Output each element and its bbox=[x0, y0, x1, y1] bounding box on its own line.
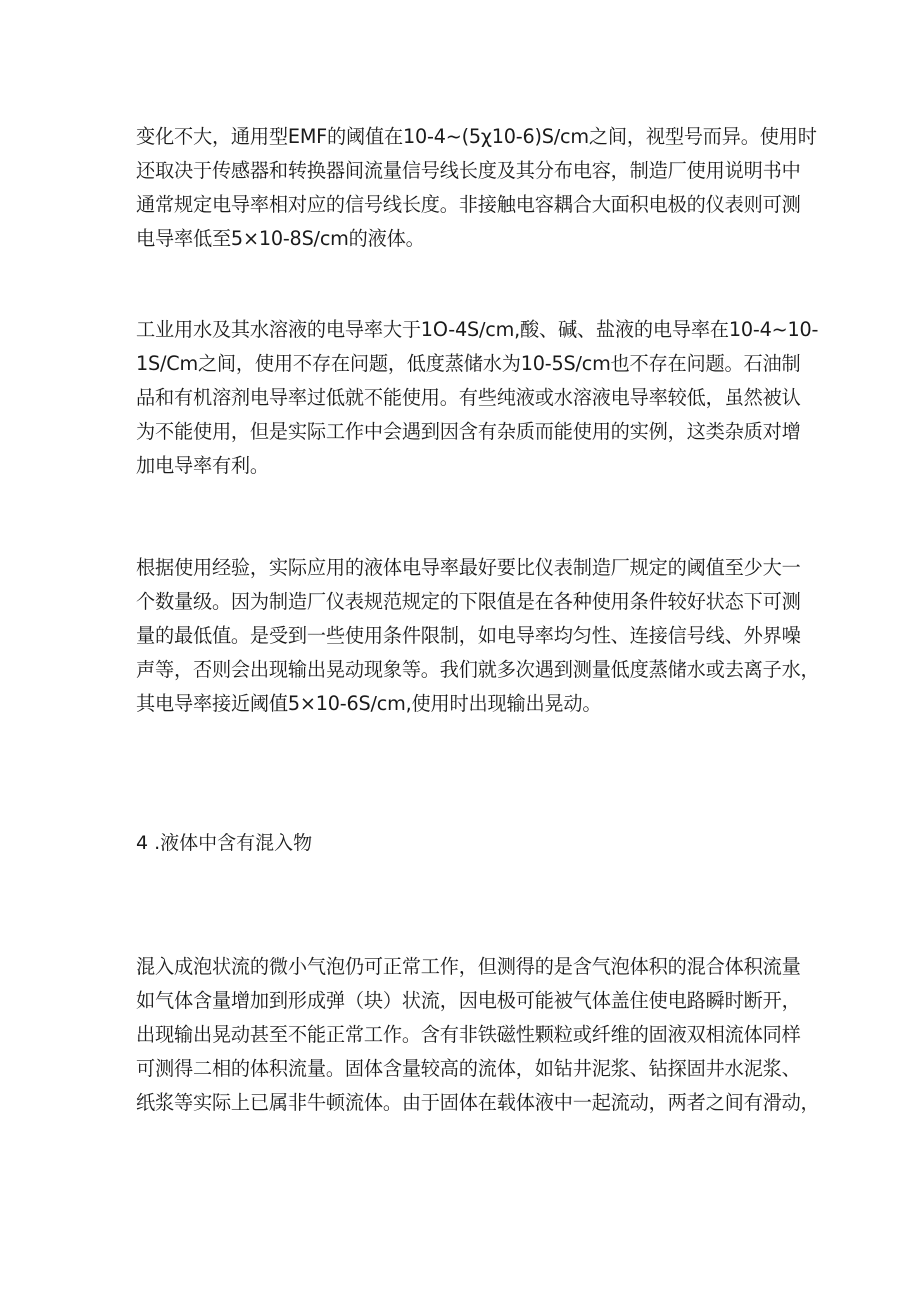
paragraph-mixed-inclusions bbox=[136, 950, 820, 1120]
text-line: 通常规定电导率相对应的信号线长度。非接触电容耦合大面积电极的仪表则可测 bbox=[136, 193, 801, 216]
text-line: 变化不大，通用型EMF的阈值在10-4~(5χ10-6)S∕cm之间，视型号而异。使用时 bbox=[136, 125, 817, 148]
text-line: 为不能使用，但是实际工作中会遇到因含有杂质而能使用的实例，这类杂质对增 bbox=[136, 420, 801, 443]
text-line: 品和有机溶剂电导率过低就不能使用。有些纯液或水溶液电导率较低，虽然被认 bbox=[136, 386, 801, 409]
text-line: 1S/Cm之间，使用不存在问题，低度蒸储水为10-5S∕cm也不存在问题。石油制 bbox=[136, 352, 801, 375]
section-heading: 4 .液体中含有混入物 bbox=[136, 832, 313, 854]
paragraph-usage-experience bbox=[136, 551, 820, 721]
text-line: 混入成泡状流的微小气泡仍可正常工作，但测得的是含气泡体积的混合体积流量 bbox=[136, 955, 801, 978]
text-line: 根据使用经验，实际应用的液体电导率最好要比仪表制造厂规定的阈值至少大一 bbox=[136, 556, 801, 579]
text-line: 电导率低至5×10-8S∕cm的液体。 bbox=[136, 227, 425, 250]
text-line: 其电导率接近阈值5×10-6S∕cm,使用时出现输出晃动。 bbox=[136, 692, 602, 715]
text-line: 如气体含量增加到形成弹（块）状流，因电极可能被气体盖住使电路瞬时断开， bbox=[136, 989, 801, 1012]
paragraph-industrial-water bbox=[136, 313, 819, 483]
text-line: 可测得二相的体积流量。固体含量较高的流体，如钻井泥浆、钻探固井水泥浆、 bbox=[136, 1057, 801, 1080]
text-line: 个数量级。因为制造厂仪表规范规定的下限值是在各种使用条件较好状态下可测 bbox=[136, 590, 801, 613]
text-line: 声等，否则会出现输出晃动现象等。我们就多次遇到测量低度蒸储水或去离子水， bbox=[136, 658, 820, 681]
paragraph-conductivity-threshold bbox=[136, 120, 817, 256]
text-line: 还取决于传感器和转换器间流量信号线长度及其分布电容，制造厂使用说明书中 bbox=[136, 159, 801, 182]
text-line: 量的最低值。是受到一些使用条件限制，如电导率均匀性、连接信号线、外界噪 bbox=[136, 624, 801, 647]
text-line: 出现输出晃动甚至不能正常工作。含有非铁磁性颗粒或纤维的固液双相流体同样 bbox=[136, 1023, 801, 1046]
text-line: 纸浆等实际上已属非牛顿流体。由于固体在载体液中一起流动，两者之间有滑动， bbox=[136, 1091, 820, 1114]
text-line: 工业用水及其水溶液的电导率大于1O-4S∕cm,酸、碱、盐液的电导率在10-4~10- bbox=[136, 318, 819, 341]
text-line: 加电导率有利。 bbox=[136, 454, 269, 477]
